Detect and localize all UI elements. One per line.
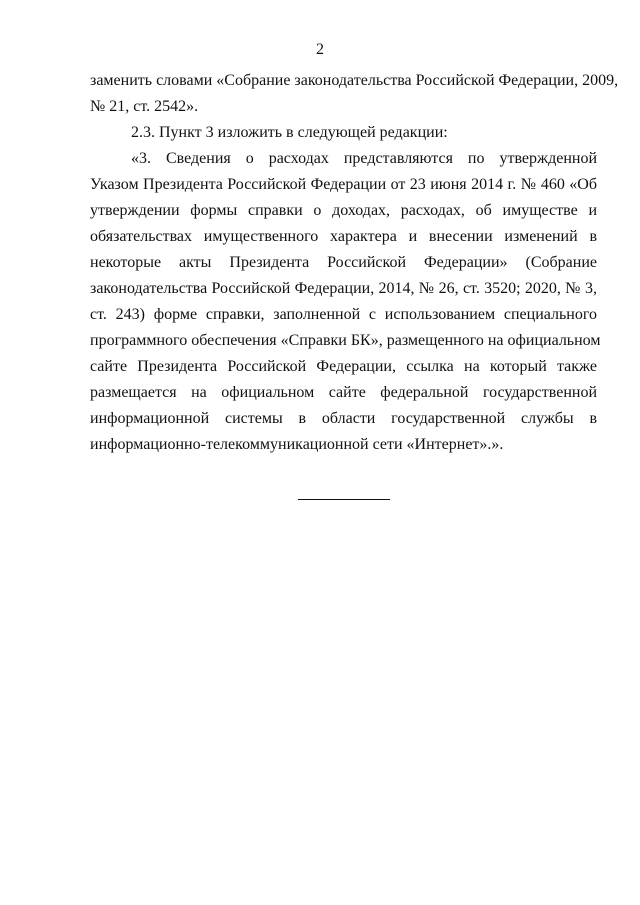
text-line: законодательства Российской Федерации, 2014, № 26, ст. 3520; 2020, № 3, [90,280,597,297]
text-line: заменить словами «Собрание законодательства Российской Федерации, 2009, [90,72,619,89]
text-line: Указом Президента Российской Федерации от 23 июня 2014 г. № 460 «Об [90,176,597,193]
text-line: № 21, ст. 2542». [90,98,199,115]
text-line: ст. 243) форме справки, заполненной с использованием специального [90,306,597,323]
text-line: 2.3. Пункт 3 изложить в следующей редакции: [131,124,448,141]
text-line: обязательствах имущественного характера и внесении изменений в [90,228,597,245]
text-line: размещается на официальном сайте федеральной государственной [90,384,597,401]
text-line: утверждении формы справки о доходах, расходах, об имуществе и [90,202,597,219]
text-line: некоторые акты Президента Российской Федерации» (Собрание [90,254,597,271]
text-line: программного обеспечения «Справки БК», размещенного на официальном [90,332,601,349]
text-line: сайте Президента Российской Федерации, ссылка на который также [90,358,597,375]
page-number: 2 [316,41,324,58]
text-line: информационно-телекоммуникационной сети «Интернет».». [90,436,504,453]
text-line: «3. Сведения о расходах представляются по утвержденной [131,150,597,167]
text-line: информационной системы в области государственной службы в [90,410,597,427]
separator-line [298,499,390,500]
